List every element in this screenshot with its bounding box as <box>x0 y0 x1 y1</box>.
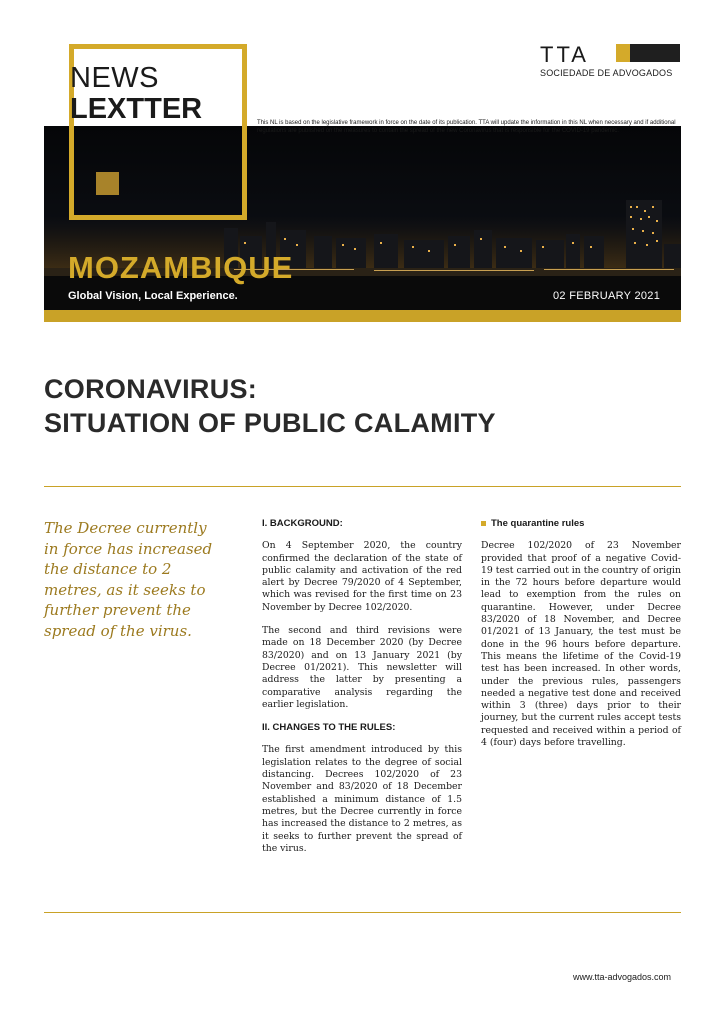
paragraph-changes-1: The first amendment introduced by this legislation relates to the degree of social distancing. Decrees 102/2020 of 23 November and 83/2020 of 18 December established a minimum distance of 1.5 metres, but the Decree currently in force has increased the distance to 2 metres, as it seeks to further prevent the spread of the virus. <box>262 744 462 854</box>
pull-quote: The Decree currently in force has increased the distance to 2 metres, as it seeks to further prevent the spread of the virus. <box>44 519 213 640</box>
column-right <box>481 518 681 760</box>
tagline: Global Vision, Local Experience. <box>68 290 238 302</box>
section-heading-background: I. BACKGROUND: <box>262 518 343 529</box>
footer-website-link[interactable]: www.tta-advogados.com <box>573 972 672 982</box>
newsletter-title <box>70 64 202 124</box>
paragraph-background-2: The second and third revisions were made on 18 December 2020 (by Decree 83/2020) and on 13 January 2021 (by Decree 01/2021). This newsletter will address the latter by presenting a comparative analysis regarding the earlier legislation. <box>262 625 462 710</box>
article-title-line2: SITUATION OF PUBLIC CALAMITY <box>44 408 496 438</box>
gold-square-decoration <box>96 172 119 195</box>
country-title: MOZAMBIQUE <box>68 250 294 285</box>
section-heading-changes: II. CHANGES TO THE RULES: <box>262 722 396 734</box>
disclaimer-text: This NL is based on the legislative framework in force on the date of its publication. TTA will update the information in this NL when necessary and if additional regulations are published on the measures to contain the spread of the new Coronavirus that is responsible for the COVID-19 pandemic. <box>257 120 676 134</box>
article-title-line1: CORONAVIRUS: <box>44 374 258 404</box>
paragraph-background-1: On 4 September 2020, the country confirmed the declaration of the state of public calamity and activation of the red alert by Decree 79/2020 of 4 September, which was revised for the first time on 23 November by Decree 102/2020. <box>262 540 462 613</box>
divider-bottom <box>44 912 681 913</box>
section-heading-quarantine <box>481 518 681 530</box>
column-middle <box>262 518 462 866</box>
section-heading-quarantine-label: The quarantine rules <box>491 518 585 529</box>
divider-top <box>44 486 681 487</box>
newsletter-title-line1: NEWS <box>70 62 159 94</box>
paragraph-quarantine-1: Decree 102/2020 of 23 November provided that proof of a negative Covid-19 test carried out in the country of origin in the 72 hours before departure would lead to exemption from the rules on quarantine. However, under Decree 83/2020 of 18 November, and Decree 01/2021 of 13 January, the test must be done in the 96 hours before departure. This means the lifetime of the Covid-19 test has been increased. In other words, under the previous rules, passengers needed a negative test done and received within 3 (three) days prior to their journey, but the current rules accept tests requested and received within a period of 4 (four) days before travelling. <box>481 540 681 749</box>
newsletter-title-line2: LEXTTER <box>70 93 203 125</box>
bullet-icon <box>481 521 486 526</box>
banner-gold-stripe <box>44 310 681 322</box>
publication-date: 02 FEBRUARY 2021 <box>553 290 661 302</box>
brand-subtitle: SOCIEDADE DE ADVOGADOS <box>540 68 673 78</box>
brand-name: TTA <box>540 42 589 67</box>
brand-bar-accent <box>616 44 630 62</box>
